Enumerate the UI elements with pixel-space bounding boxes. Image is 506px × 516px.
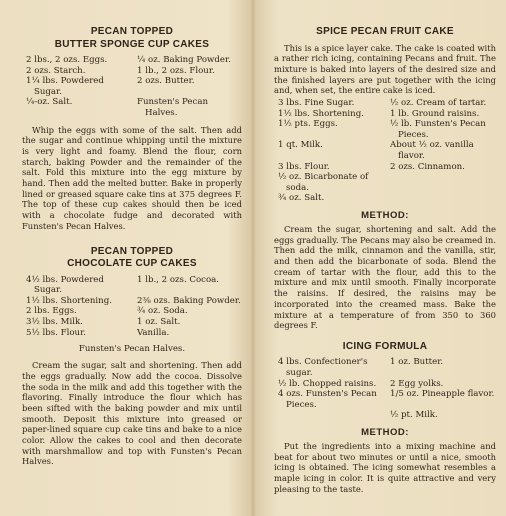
ingredient-list: [278, 357, 496, 421]
ingredient: Vanilla.: [137, 327, 170, 338]
title-line: BUTTER SPONGE CUP CAKES: [54, 38, 210, 50]
method-text: Cream the sugar, salt and shortening. Then add the eggs gradually. Now add the cocoa. Dissolve the soda in the milk and add this together with the flavoring. Finally introduce the flour which has been sifted with the baking powder and mix until smooth. Deposit this mixture into greased or paper-lined square cup cake tins and bake to a nice color. Allow the cakes to cool and then decorate with marshmallow and top with Funsten's Pecan Halves.: [22, 360, 242, 467]
ingredient: About ½ oz. vanilla flavor.: [390, 140, 474, 161]
ingredient: 1 qt. Milk.: [278, 140, 323, 151]
ingredient: 1 oz. Butter.: [390, 357, 444, 368]
method-text: Whip the eggs with some of the salt. Then add the sugar and continue whipping until the mixture is very light and foamy. Blend the flour, corn starch, baking Powder and the remainder of the salt. Fold this mixture into the egg mixture by hand. Then add the melted butter. Bake in properly lined or greased square cake tins at 375 degrees F. The top of these cup cakes should then be iced with a chocolate fudge and decorated with Funsten's Pecan Halves.: [22, 124, 242, 231]
ingredient: [278, 410, 384, 421]
ingredient: [390, 193, 496, 204]
ingredient-list: [26, 275, 242, 339]
ingredient: [390, 172, 496, 193]
recipe-title-chocolate: [22, 246, 242, 271]
ingredient: 4 ozs. Funsten's Pecan Pieces.: [278, 389, 377, 410]
ingredient: 3 lbs. Fine Sugar.: [278, 98, 355, 109]
ingredient: ¼-oz. Salt.: [26, 97, 73, 108]
recipe-title-icing: [274, 341, 496, 354]
ingredient: 2⅜ ozs. Baking Powder.: [137, 295, 241, 306]
ingredient: 2 Egg yolks.: [390, 378, 444, 389]
method-text: Put the ingredients into a mixing machine and beat for about two minutes or until a nice, smooth icing is obtained. The icing somewhat resembles a maple icing in color. It is quite attractive and very pleasing to the taste.: [274, 441, 496, 494]
ingredient: 1 oz. Salt.: [137, 316, 181, 327]
ingredient: 1 lb., 2 ozs. Cocoa.: [137, 274, 220, 285]
ingredient: 5½ lbs. Flour.: [26, 327, 86, 338]
ingredient-list: [278, 98, 496, 204]
ingredient: 4 lbs. Confectioner's sugar.: [278, 357, 368, 379]
recipe-title-butter-sponge: [22, 26, 242, 51]
ingredient: 4½ lbs. Powdered Sugar.: [26, 274, 104, 296]
ingredient: Funsten's Pecan Halves.: [137, 97, 208, 118]
title-line: PECAN TOPPED: [90, 245, 174, 257]
recipe-title-spice-cake: [274, 26, 496, 39]
intro-text: This is a spice layer cake. The cake is coated with a rather rich icing, containing Pecans and fruit. The mixture is baked into layers of the desired size and the finished layers are put together with the icing and, when set, the entire cake is iced.: [274, 42, 496, 96]
method-text: Cream the sugar, shortening and salt. Add the eggs gradually. The Pecans may also be creamed in. Then add the milk, cinnamon and the vanilla, stir, and then add the bicarbonate of soda. Blend the cream of tartar with the flour, add this to the mixture and mix until smooth. Finally incorporate the raisins. If desired, the raisins may be incorporated into the creamed mass. Bake the mixture at a temperature of from 350 to 360 degrees F.: [274, 223, 496, 331]
title-line: CHOCOLATE CUP CAKES: [67, 258, 197, 270]
ingredient: 1 lb., 2 ozs. Flour.: [137, 65, 215, 76]
right-page: [256, 0, 506, 516]
ingredient: 1/5 oz. Pineapple flavor.: [390, 389, 495, 400]
ingredient: 2 ozs. Starch.: [26, 65, 86, 76]
left-page: [0, 0, 250, 516]
ingredient: ½ oz. Bicarbonate of soda.: [278, 172, 369, 193]
method-heading: METHOD:: [361, 427, 409, 439]
title-line: PECAN TOPPED: [90, 26, 174, 37]
ingredient: 1½ pts. Eggs.: [278, 119, 338, 130]
ingredient: 1 lb. Ground raisins.: [390, 108, 480, 119]
ingredient: ¾ oz. Soda.: [137, 306, 188, 317]
ingredient: 2 lbs., 2 ozs. Eggs.: [26, 55, 108, 65]
title-line: SPICE PECAN FRUIT CAKE: [316, 26, 454, 37]
ingredient: 3½ lbs. Milk.: [26, 316, 83, 327]
ingredient: 2 lbs. Eggs.: [26, 306, 77, 317]
ingredient: 2 ozs. Butter.: [137, 76, 195, 87]
ingredient: ½ lb. Funsten's Pecan Pieces.: [390, 119, 486, 140]
title-line: ICING FORMULA: [342, 340, 428, 352]
ingredient: ½ oz. Cream of tartar.: [390, 98, 487, 109]
ingredient: ½ pt. Milk.: [390, 410, 438, 421]
ingredient: 1½ lbs. Shortening.: [26, 295, 112, 306]
ingredient: 1½ lbs. Shortening.: [278, 108, 364, 119]
ingredient: ¼ oz. Baking Powder.: [137, 55, 231, 65]
ingredient: ¾ oz. Salt.: [278, 193, 325, 204]
ingredient-list: [26, 55, 242, 119]
ingredient: ½ lb. Chopped raisins.: [278, 378, 377, 389]
ingredient: 3 lbs. Flour.: [278, 161, 330, 172]
method-heading: METHOD:: [361, 209, 409, 221]
ingredient: 2 ozs. Cinnamon.: [390, 161, 465, 172]
ingredient-note: Funsten's Pecan Halves.: [78, 344, 186, 355]
ingredient: 1¼ lbs. Powdered Sugar.: [26, 76, 104, 97]
